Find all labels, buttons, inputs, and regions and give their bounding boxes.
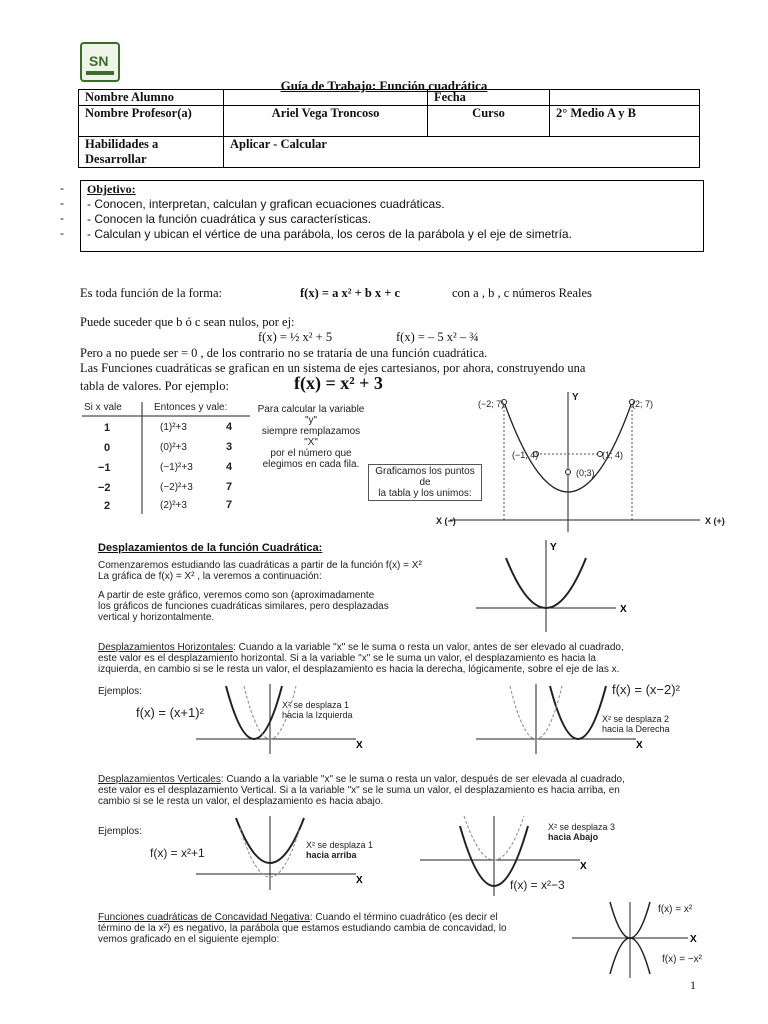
y-value: 7 bbox=[226, 499, 233, 511]
text-line: : Cuando a la variable "x" se le suma o resta un valor, después de ser elevada al cuadrado, bbox=[220, 774, 625, 785]
note-line: elegimos en cada fila. bbox=[262, 459, 360, 470]
function-formula: f(x) = x²−3 bbox=[510, 878, 565, 892]
note-line: hacia Abajo bbox=[548, 832, 599, 842]
definition-tail: con a , b , c números Reales bbox=[452, 286, 592, 300]
definition-text: Es toda función de la forma: bbox=[80, 286, 222, 300]
pero-text: Pero a no puede ser = 0 , de los contrario no se trataría de una función cuadrática. bbox=[80, 346, 488, 360]
bullet: - bbox=[60, 181, 64, 195]
expr: (2)²+3 bbox=[160, 500, 187, 511]
svg-text:Y: Y bbox=[550, 542, 557, 553]
bullet: - bbox=[60, 196, 64, 210]
school-logo bbox=[80, 42, 120, 82]
point-label: (0;3) bbox=[576, 468, 595, 478]
example-2: f(x) = – 5 x² – ¾ bbox=[396, 330, 479, 344]
note-line: Para calcular la variable "y" bbox=[257, 404, 365, 426]
col-header: Si x vale bbox=[84, 402, 122, 413]
note-line: por el número que bbox=[270, 448, 352, 459]
col-header: Entonces y vale: bbox=[154, 402, 228, 413]
table-row bbox=[79, 106, 700, 137]
parabola-graph bbox=[430, 392, 710, 534]
negative-concavity-text bbox=[98, 912, 564, 945]
svg-text:X: X bbox=[690, 934, 697, 945]
objective-item: - Conocen la función cuadrática y sus características. bbox=[87, 212, 372, 226]
table-row bbox=[79, 137, 700, 168]
x-value: 0 bbox=[104, 442, 111, 454]
text-line: este valor es el desplazamiento horizontal. Si a la variable "x" se le suma un valor, el desplazamiento es hacia la bbox=[98, 653, 596, 664]
point bbox=[566, 470, 571, 475]
graph-text-1: Las Funciones cuadráticas se grafican en un sistema de ejes cartesianos, por ahora, construyendo una bbox=[80, 361, 586, 375]
info-table bbox=[78, 89, 700, 168]
text-line: vertical y horizontalmente. bbox=[98, 612, 215, 623]
note-line: la tabla y los unimos: bbox=[378, 488, 472, 499]
function-formula: f(x) = (x+1)² bbox=[136, 705, 204, 720]
examples-label: Ejemplos: bbox=[98, 826, 142, 837]
shift-note bbox=[282, 700, 353, 720]
table-cell: Habilidades a Desarrollar bbox=[79, 137, 224, 168]
x-neg-label: X (−) bbox=[436, 516, 456, 526]
table-cell: Curso bbox=[428, 106, 550, 137]
student-name-field[interactable] bbox=[224, 90, 428, 106]
function-formula: f(x) = x² bbox=[658, 904, 693, 915]
examples-label: Ejemplos: bbox=[98, 686, 142, 697]
graph-text-2: tabla de valores. Por ejemplo: bbox=[80, 379, 229, 393]
svg-text:X: X bbox=[580, 861, 587, 872]
objective-item: - Calculan y ubican el vértice de una parábola, los ceros de la parábola y el eje de simetría. bbox=[87, 227, 572, 241]
section-heading: Desplazamientos Horizontales bbox=[98, 642, 234, 653]
point-label: (1; 4) bbox=[602, 450, 624, 460]
function-formula: f(x) = (x−2)² bbox=[612, 682, 680, 697]
shifts-title: Desplazamientos de la función Cuadrática: bbox=[98, 542, 323, 554]
note-line: X² se desplaza 1 bbox=[282, 700, 350, 710]
example-1: f(x) = ½ x² + 5 bbox=[258, 330, 333, 344]
note-line: X² se desplaza 2 bbox=[602, 714, 670, 724]
values-table bbox=[82, 402, 252, 514]
shift-note bbox=[548, 822, 615, 842]
shift-note bbox=[306, 840, 373, 860]
text-line: los gráficos de funciones cuadráticas similares, pero desplazadas bbox=[98, 601, 389, 612]
table-note bbox=[256, 404, 366, 470]
y-value: 4 bbox=[226, 461, 233, 473]
page-number: 1 bbox=[690, 978, 696, 992]
svg-text:X: X bbox=[356, 740, 363, 751]
point-label: (−2; 7) bbox=[478, 399, 505, 409]
note-line: hacia arriba bbox=[306, 850, 357, 860]
text-line: : Cuando el término cuadrático (es decir el bbox=[309, 912, 498, 923]
section-heading: Desplazamientos Verticales bbox=[98, 774, 221, 785]
shift-note bbox=[602, 714, 670, 734]
text-line: izquierda, en cambio si se le resta un valor, el desplazamiento es hacia la derecha, lógicamente, sobre el eje de las x. bbox=[98, 664, 620, 675]
text-line: este valor es el desplazamiento Vertical. Si a la variable "x" se le suma un valor, el desplazamiento es hacia arriba, en bbox=[98, 785, 620, 796]
x-value: −2 bbox=[98, 482, 111, 494]
svg-text:X: X bbox=[356, 875, 363, 886]
text-line: vemos graficado en el siguiente ejemplo: bbox=[98, 934, 280, 945]
expr: (1)²+3 bbox=[160, 422, 187, 433]
text-line: cambio si se le resta un valor, el desplazamiento es hacia abajo. bbox=[98, 796, 384, 807]
text-line: : Cuando a la variable "x" se le suma o resta un valor, antes de ser elevado al cuadrado, bbox=[233, 642, 624, 653]
note-line: hacia la Derecha bbox=[602, 724, 670, 734]
horizontal-shift-text bbox=[98, 642, 718, 675]
note-line: X² se desplaza 3 bbox=[548, 822, 616, 832]
expr: (0)²+3 bbox=[160, 442, 187, 453]
x-value: 1 bbox=[104, 422, 111, 434]
x-value: −1 bbox=[98, 462, 111, 474]
vertical-shift-text bbox=[98, 774, 718, 807]
y-axis-label: Y bbox=[572, 392, 579, 403]
note-line: Graficamos los puntos de bbox=[375, 466, 475, 488]
point-label: (−1; 4) bbox=[512, 450, 539, 460]
table-cell: Aplicar - Calcular bbox=[224, 137, 700, 168]
bullet: - bbox=[60, 211, 64, 225]
objective-item: - Conocen, interpretan, calculan y grafican ecuaciones cuadráticas. bbox=[87, 197, 445, 211]
svg-text:X: X bbox=[636, 740, 643, 751]
table-cell: Ariel Vega Troncoso bbox=[224, 106, 428, 137]
objectives-box bbox=[80, 180, 704, 252]
text-line: A partir de este gráfico, veremos como son (aproximadamente bbox=[98, 590, 375, 601]
function-formula: f(x) = −x² bbox=[662, 954, 703, 965]
y-value: 7 bbox=[226, 481, 233, 493]
table-cell: Nombre Profesor(a) bbox=[79, 106, 224, 137]
table-cell: 2° Medio A y B bbox=[550, 106, 700, 137]
table-cell: Nombre Alumno bbox=[79, 90, 224, 106]
shifts-intro bbox=[98, 560, 422, 623]
parabola bbox=[226, 686, 282, 739]
table-row bbox=[79, 90, 700, 106]
date-field[interactable] bbox=[550, 90, 700, 106]
bullet: - bbox=[60, 226, 64, 240]
expr: (−1)²+3 bbox=[160, 462, 193, 473]
text-line: Comenzaremos estudiando las cuadráticas a partir de la función f(x) = X² bbox=[98, 560, 422, 571]
note-line: siempre remplazamos "X" bbox=[261, 426, 361, 448]
point-label: (2; 7) bbox=[632, 399, 654, 409]
text-line: La gráfica de f(x) = X² , la veremos a continuación: bbox=[98, 571, 322, 582]
x-value: 2 bbox=[104, 500, 111, 512]
svg-text:X: X bbox=[620, 604, 627, 615]
x-pos-label: X (+) bbox=[705, 516, 725, 526]
definition-formula: f(x) = a x² + b x + c bbox=[300, 286, 401, 300]
base-parabola-graph bbox=[476, 540, 626, 632]
objective-label: Objetivo: bbox=[87, 182, 136, 196]
example-formula: f(x) = x² + 3 bbox=[294, 373, 383, 393]
function-formula: f(x) = x²+1 bbox=[150, 846, 205, 860]
text-line: término de la x²) es negativo, la parábola que estamos estudiando cambia de concavidad, lo bbox=[98, 923, 507, 934]
page-title: Guía de Trabajo: Función cuadrática bbox=[280, 78, 488, 93]
y-value: 3 bbox=[226, 441, 233, 453]
expr: (−2)²+3 bbox=[160, 482, 193, 493]
section-heading: Funciones cuadráticas de Concavidad Negativa bbox=[98, 912, 310, 923]
table-cell: Fecha bbox=[428, 90, 550, 106]
y-value: 4 bbox=[226, 421, 233, 433]
objective-dashes bbox=[60, 181, 64, 241]
svg-text:SN: SN bbox=[89, 53, 109, 69]
note-line: hacia la Izquierda bbox=[282, 710, 353, 720]
note-line: X² se desplaza 1 bbox=[306, 840, 374, 850]
null-coef-text: Puede suceder que b ó c sean nulos, por ej: bbox=[80, 315, 295, 329]
parabola bbox=[550, 686, 606, 739]
